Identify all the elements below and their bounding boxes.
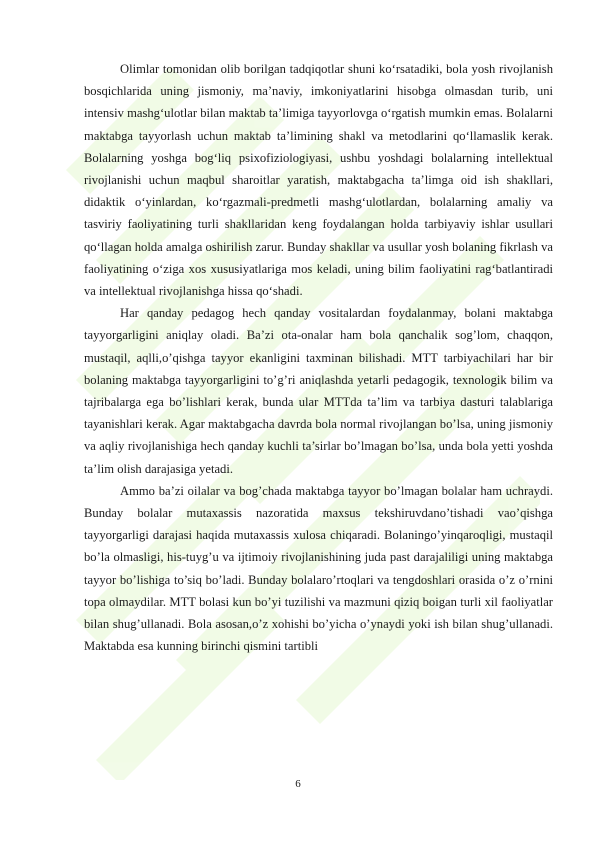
page-number: 6 xyxy=(295,778,301,790)
paragraph-2: Har qanday pedagog hech qanday vositalardan foydalanmay, bolani maktabga tayyorgarligini aniqlay oladi. Ba’zi ota-onalar ham bola qanchalik sog’lom, chaqqon, mustaqil, aqlli,o’qishga tayyor ekanligini taxminan bilishadi. MTT tarbiyachilari har bir bolaning maktabga tayyorgarligini to’g’ri aniqlashda yetarli pedagogik, texnologik bilim va tajribalarga ega bo’lishlari kerak, bunda ular MTTda ta’lim va tarbiya dasturi talablariga tayanishlari kerak. Agar maktabgacha davrda bola normal rivojlangan bo’lsa, uning jismoniy va aqliy rivojlanishiga hech qanday kuchli ta’sirlar bo’lmagan bo’lsa, unda bola yetti yoshda ta’lim olish darajasiga yetadi. xyxy=(84,306,553,476)
paragraph-3: Ammo ba’zi oilalar va bog’chada maktabga tayyor bo’lmagan bolalar ham uchraydi. Bunday bolalar mutaxassis nazoratida maxsus tekshiruvdano’tishadi vao’qishga tayyorgarligi darajasi haqida mutaxassis xulosa chiqaradi. Bolaningo’yinqaroqligi, mustaqil bo’la olmasligi, his-tuyg’u va ijtimoiy rivojlanishining juda past darajaliligi uning maktabga tayyor bo’lishiga to’siq bo’ladi. Bunday bolalaro’rtoqlari va tengdoshlari orasida o’z o’rnini topa olmaydilar. MTT bolasi kun bo’yi tuzilishi va mazmuni qiziq boigan turli xil faoliyatlar bilan shug’ullanadi. Bola asosan,o’z xohishi bo’yicha o’ynaydi yoki ish bilan shug’ullanadi. Maktabda esa kunning birinchi qismini tartibli xyxy=(84,483,553,654)
document-body xyxy=(84,58,553,657)
paragraph-1: Olimlar tomonidan olib borilgan tadqiqotlar shuni ko‘rsatadiki, bola yosh rivojlanish bosqichlarida uning jismoniy, ma’naviy, imkoniyatlarini hisobga olmasdan turib, uni intensiv mashg‘ulotlar bilan maktab ta’limiga tayyorlovga o‘rgatish mumkin emas. Bolalarni maktabga tayyorlash uchun maktab ta’limining shakl va metodlarini qo‘llamaslik kerak. Bolalarning yoshga bog‘liq psixofiziologiyasi, ushbu yoshdagi bolalarning intellektual rivojlanishi uchun maqbul sharoitlar yaratish, maktabgacha ta’limga oid ish shakllari, didaktik o‘yinlardan, ko‘rgazmali-predmetli mashg‘ulotlardan, bolalarning amaliy va tasviriy faoliyatining turli shakllaridan keng foydalangan holda tarbiyaviy ishlar usullari qo‘llagan holda amalga oshirilish zarur. Bunday shakllar va usullar yosh bolaning fikrlash va faoliyatining o‘ziga xos xususiyatlariga mos keladi, uning bilim faoliyatini rag‘batlantiradi va intellektual rivojlanishga hissa qo‘shadi. xyxy=(84,62,553,299)
